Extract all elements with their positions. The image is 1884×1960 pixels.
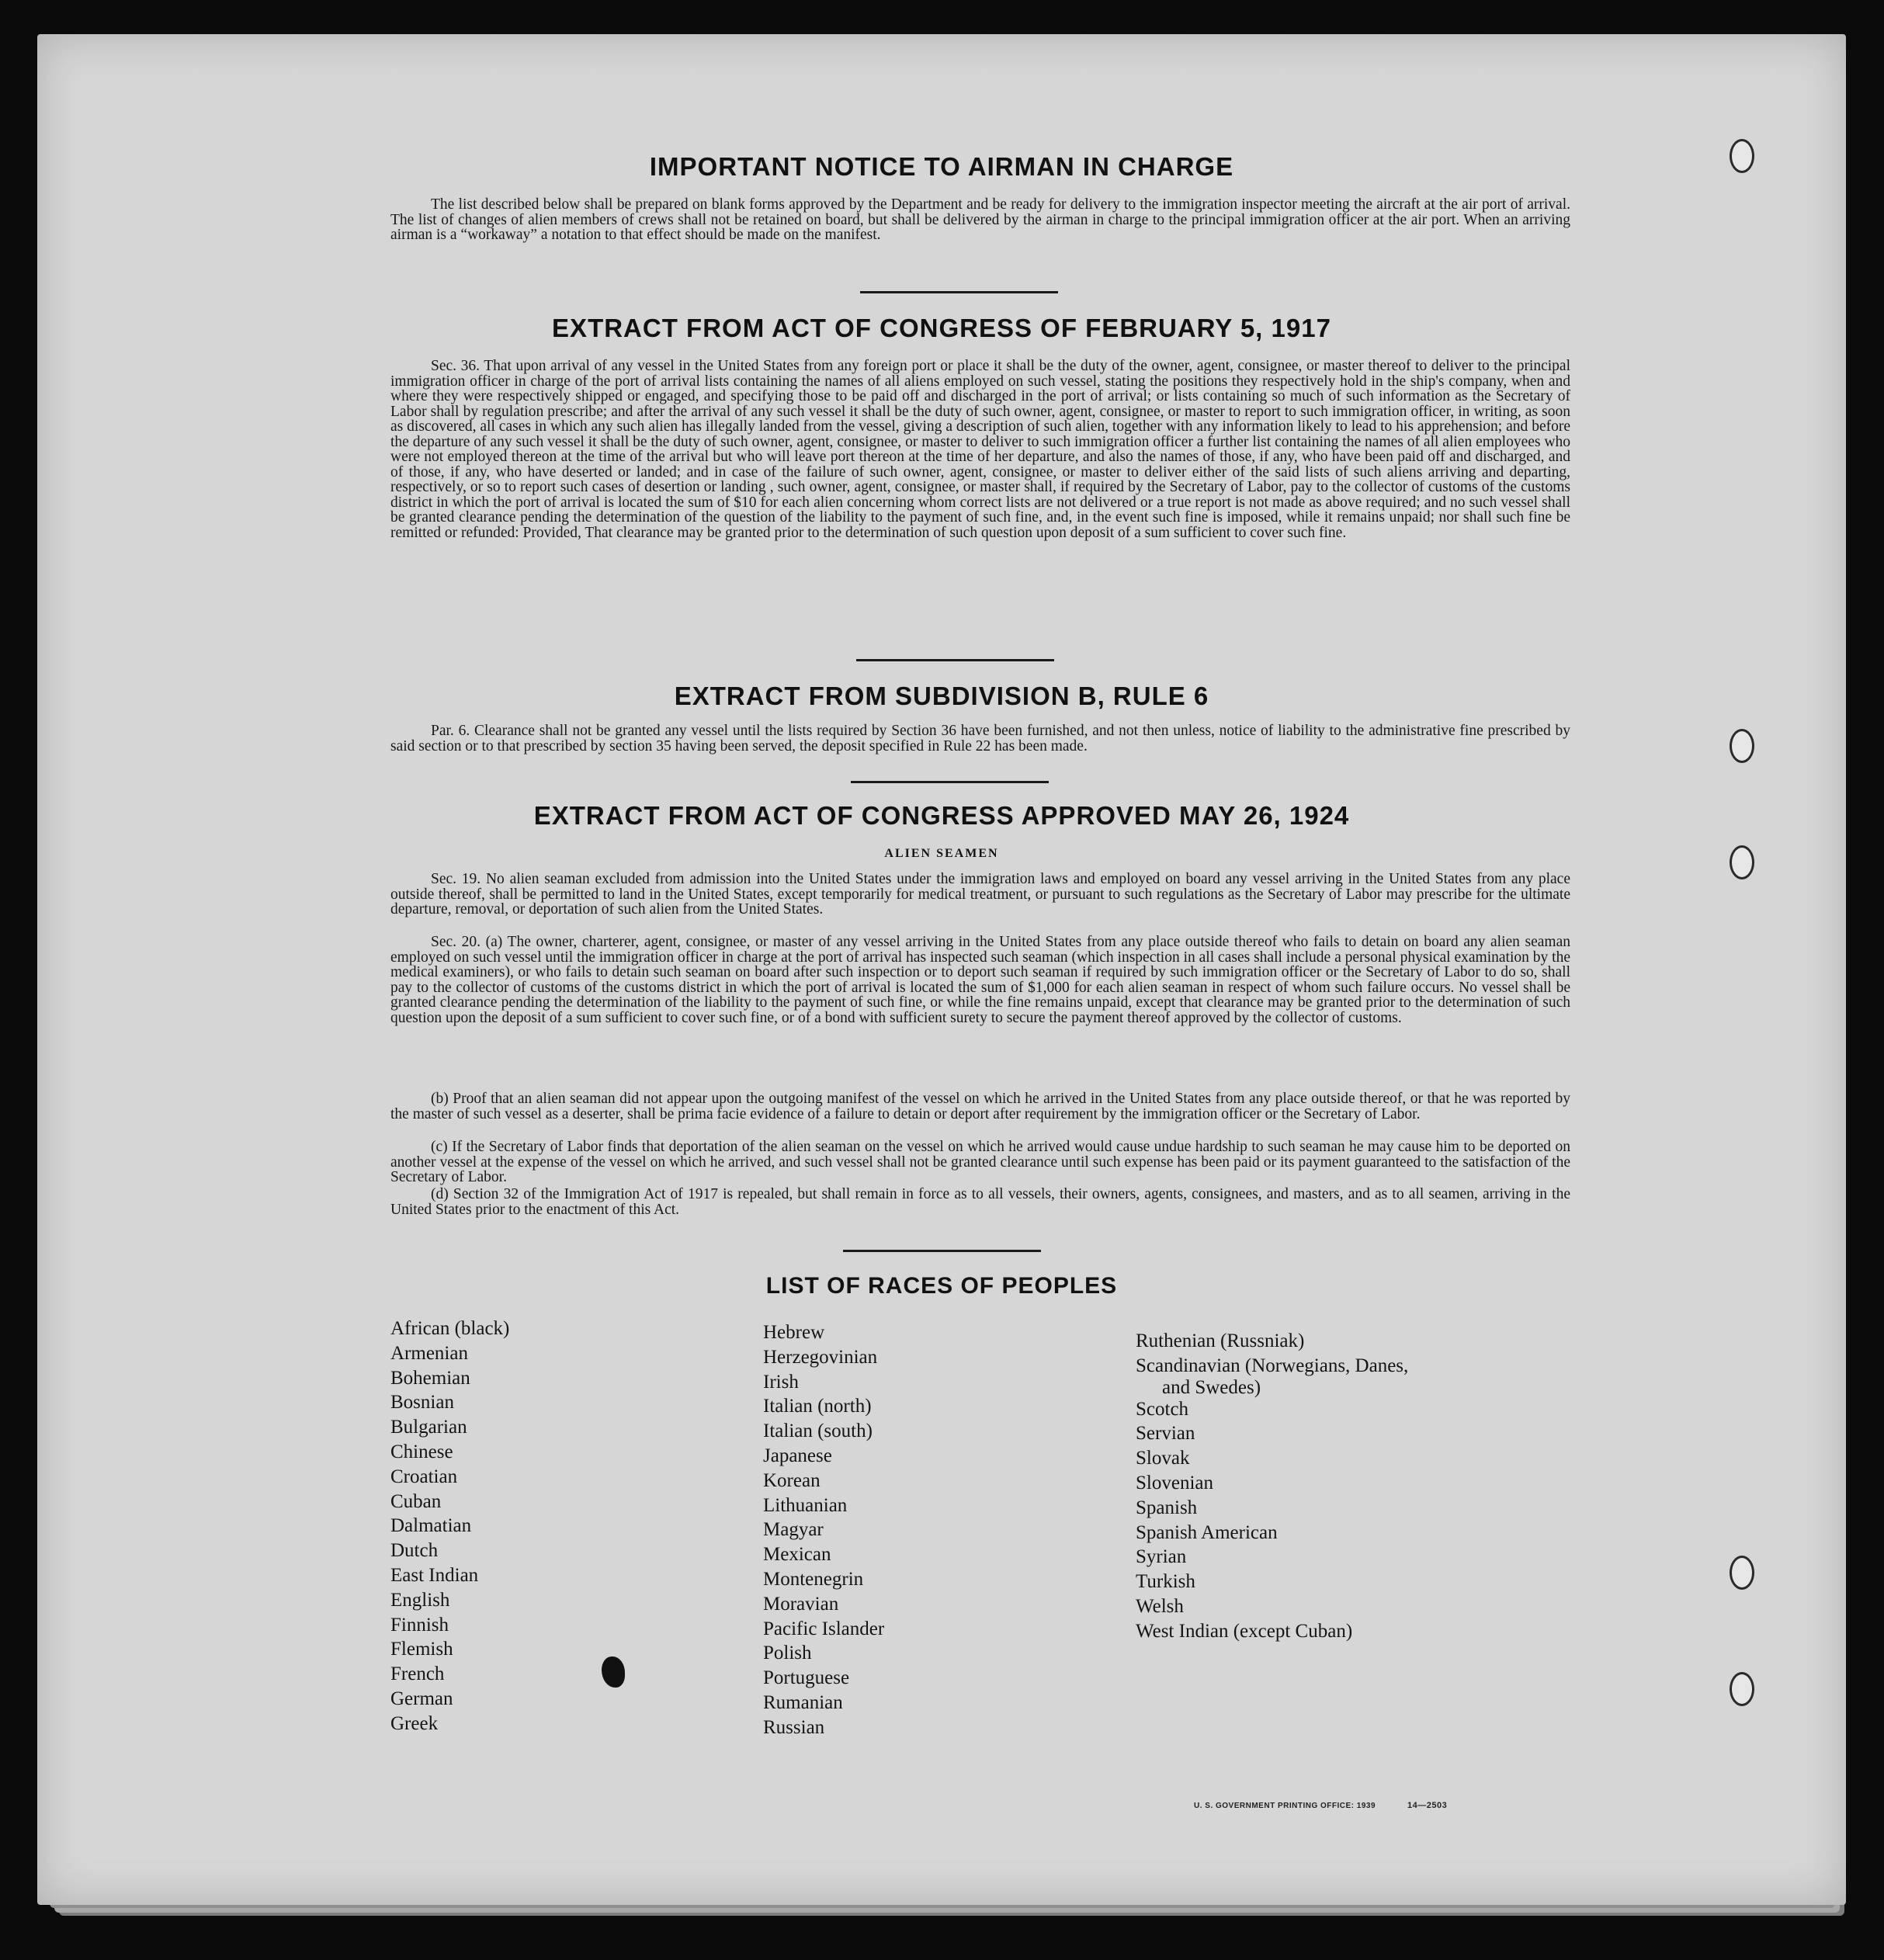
race-item: Servian	[1136, 1423, 1195, 1445]
race-item: Armenian	[390, 1342, 468, 1364]
act-1924-sec20a: Sec. 20. (a) The owner, charterer, agent, consignee, or master of any vessel arriving in the United States from any place outside thereof who fails to detain on board any alien seaman employed on such vessel until the immigration officer in charge at the port of arrival has inspected such seaman (which inspection in all cases shall include a personal physical examination by the medical examiners), or who fails to detain such seaman on board after such inspection or to deport such seaman if required by such immigration officer or the Secretary of Labor to do so, shall pay to the collector of customs of the customs district in which the port of arrival is located the sum of $1,000 for each alien seaman in respect of whom such failure occurs. No vessel shall be granted clearance pending the determination of the liability to the payment of such fine, or while the fine remains unpaid, except that clearance may be granted prior to the determination of such question upon the deposit of a sum sufficient to cover such fine, or of a bond with sufficient surety to secure the payment thereof approved by the collector of customs.	[390, 934, 1570, 1026]
act-1924-sec19: Sec. 19. No alien seaman excluded from admission into the United States under the immigration laws and employed on board any vessel arriving in the United States from any place outside thereof, shall be permitted to land in the United States, except temporarily for medical treatment, or pursuant to such regulations as the Secretary of Labor may prescribe for the ultimate departure, removal, or deportation of such alien from the United States.	[390, 871, 1570, 918]
race-item: African (black)	[390, 1318, 510, 1339]
act-1924-sec20d: (d) Section 32 of the Immigration Act of 1917 is repealed, but shall remain in force as to all vessels, their owners, agents, consignees, and masters, and as to all seamen, arriving in the United States prior to the enactment of this Act.	[390, 1186, 1570, 1218]
race-item: English	[390, 1589, 450, 1611]
race-item: Hebrew	[763, 1322, 825, 1343]
race-item: Rumanian	[763, 1691, 843, 1713]
act-1924-sec20c: (c) If the Secretary of Labor finds that deportation of the alien seaman on the vessel on which he arrived would cause undue hardship to such seaman he may cause him to be deported on another vessel at the expense of the vessel on which he arrived, and such vessel shall not be granted clearance until such expense has been paid or its payment guaranteed to the satisfaction of the Secretary of Labor.	[390, 1139, 1570, 1185]
race-item: East Indian	[390, 1564, 479, 1586]
form-number: 14—2503	[1407, 1801, 1448, 1810]
race-item: Chinese	[390, 1441, 453, 1462]
divider-3	[851, 781, 1049, 783]
ink-blot	[602, 1656, 625, 1688]
race-item: Moravian	[763, 1593, 839, 1615]
race-item: Lithuanian	[763, 1494, 848, 1516]
rule-6-title: EXTRACT FROM SUBDIVISION B, RULE 6	[674, 682, 1209, 710]
punch-hole-4	[1730, 1556, 1754, 1590]
races-column-2	[763, 1320, 884, 1740]
printer-imprint: U. S. GOVERNMENT PRINTING OFFICE: 1939	[1194, 1802, 1376, 1810]
race-item: Japanese	[763, 1445, 832, 1466]
act-1924-title: EXTRACT FROM ACT OF CONGRESS APPROVED MAY 26, 1924	[533, 801, 1350, 830]
race-item: Magyar	[763, 1519, 824, 1541]
race-item: Greek	[390, 1712, 439, 1734]
race-item: Welsh	[1136, 1595, 1184, 1617]
race-item: Scandinavian (Norwegians, Danes,	[1136, 1355, 1409, 1376]
divider-2	[856, 659, 1054, 661]
race-item: Bohemian	[390, 1367, 470, 1389]
punch-hole-2	[1730, 729, 1754, 763]
race-item: Pacific Islander	[763, 1618, 885, 1639]
divider-1	[860, 291, 1058, 293]
notice-title: IMPORTANT NOTICE TO AIRMAN IN CHARGE	[649, 152, 1234, 181]
race-item: Dutch	[390, 1540, 439, 1562]
races-column-1	[390, 1316, 509, 1736]
notice-body: The list described below shall be prepared on blank forms approved by the Department and be ready for delivery to the immigration inspector meeting the aircraft at the air port of arrival. The list of changes of alien members of crews shall not be retained on board, but shall be delivered by the airman in charge to the principal immigration officer at the air port. When an arriving airman is a “workaway” a notation to that effect should be made on the manifest.	[390, 196, 1570, 243]
race-item: Mexican	[763, 1544, 831, 1566]
race-item: Spanish	[1136, 1497, 1198, 1518]
race-item: Ruthenian (Russniak)	[1136, 1330, 1305, 1351]
race-item: West Indian (except Cuban)	[1136, 1620, 1353, 1642]
race-item: Polish	[763, 1643, 812, 1664]
divider-4	[843, 1250, 1041, 1252]
race-item: Slovak	[1136, 1448, 1190, 1469]
race-item: Herzegovinian	[763, 1346, 878, 1368]
race-item: Dalmatian	[390, 1515, 472, 1537]
race-item: Italian (north)	[763, 1396, 872, 1417]
punch-hole-5	[1730, 1672, 1754, 1706]
race-item: Russian	[763, 1716, 825, 1738]
race-item: Turkish	[1136, 1571, 1195, 1593]
race-item: Croatian	[390, 1466, 458, 1487]
race-item: Korean	[763, 1469, 821, 1491]
race-item: Scotch	[1136, 1398, 1189, 1420]
act-1924-subtitle: ALIEN SEAMEN	[884, 847, 999, 860]
race-item: Slovenian	[1136, 1472, 1213, 1493]
race-item: Italian (south)	[763, 1421, 873, 1442]
race-item: Montenegrin	[763, 1568, 864, 1590]
race-item: Spanish American	[1136, 1521, 1278, 1543]
race-item: Bulgarian	[390, 1417, 467, 1438]
race-item: Cuban	[390, 1490, 442, 1512]
race-item: German	[390, 1688, 453, 1709]
rule-6-body: Par. 6. Clearance shall not be granted any vessel until the lists required by Section 36 have been furnished, and not then unless, notice of liability to the administrative fine prescribed by said section or to that prescribed by section 35 having been served, the deposit specified in Rule 22 has been made.	[390, 723, 1570, 755]
race-item: Portuguese	[763, 1667, 850, 1689]
race-item: French	[390, 1663, 445, 1685]
race-item: Syrian	[1136, 1546, 1187, 1568]
act-1917-title: EXTRACT FROM ACT OF CONGRESS OF FEBRUARY 5, 1917	[552, 314, 1331, 342]
act-1917-body: Sec. 36. That upon arrival of any vessel in the United States from any foreign port or place it shall be the duty of the owner, agent, consignee, or master thereof to deliver to the principal immigration officer in charge of the port of arrival lists containing the names of all aliens employed on such vessel, stating the positions they respectively hold in the ship's company, when and where they were respectively shipped or engaged, and specifying those to be paid off and discharged in the port of arrival; or lists containing so much of such information as the Secretary of Labor shall by regulation prescribe; and after the arrival of any such vessel it shall be the duty of such owner, agent, consignee, or master to report to such immigration officer, in writing, as soon as discovered, all cases in which any such alien has illegally landed from the vessel, giving a description of such alien, together with any information likely to lead to his apprehension; and before the departure of any such vessel it shall be the duty of such owner, agent, consignee, or master to deliver to such immigration officer a further list containing the names of all alien employees who were not employed thereon at the time of the arrival but who will leave port thereon at the time of her departure, and also the names of those, if any, who have been paid off and discharged, and of those, if any, who have deserted or landed; and in case of the failure of such owner, agent, consignee, or master to deliver either of the said lists of such aliens arriving and departing, respectively, or so to report such cases of desertion or landing , such owner, agent, consignee, or master shall, if required by the Secretary of Labor, pay to the collector of customs of the customs district in which the port of arrival is located the sum of $10 for each alien concerning whom correct lists are not delivered or a true report is not made as above required; and no such vessel shall be granted clearance pending the determination of the question of the liability to the payment of such fine, and, in the event such fine is imposed, while it remains unpaid; nor shall such fine be remitted or refunded: Provided, That clearance may be granted prior to the determination of such question upon deposit of a sum sufficient to cover such fine.	[390, 358, 1570, 541]
act-1924-sec20b: (b) Proof that an alien seaman did not appear upon the outgoing manifest of the vessel on which he arrived in the United States from any place outside thereof, or that he was reported by the master of such vessel as a deserter, shall be prima facie evidence of a failure to detain or deport after requirement by the immigration officer or the Secretary of Labor.	[390, 1091, 1570, 1122]
races-column-3	[1136, 1329, 1408, 1644]
race-item: Flemish	[390, 1639, 453, 1660]
race-item: Bosnian	[390, 1392, 454, 1414]
race-item: and Swedes)	[1162, 1376, 1261, 1398]
races-title: LIST OF RACES OF PEOPLES	[765, 1273, 1118, 1299]
document-page	[37, 34, 1846, 1905]
race-item: Finnish	[390, 1614, 449, 1636]
race-item: Irish	[763, 1371, 799, 1393]
